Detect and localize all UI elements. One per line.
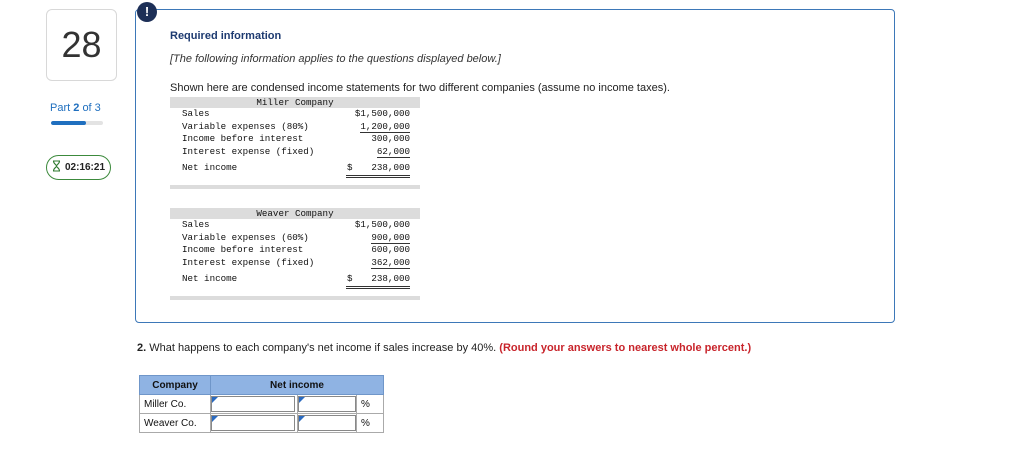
question-body: What happens to each company's net income if sales increase by 40%.	[149, 342, 497, 354]
statement-row: Income before interest 300,000	[182, 133, 410, 144]
rounding-instruction: (Round your answers to nearest whole percent.)	[499, 342, 752, 354]
company-cell: Miller Co.	[140, 395, 211, 414]
input-marker-icon	[299, 416, 305, 422]
statement-row: Income before interest 600,000	[182, 244, 410, 255]
question-number-label: 2.	[137, 342, 147, 354]
miller-income-statement	[170, 97, 420, 189]
part-of: of 3	[82, 102, 101, 114]
col-header-net-income: Net income	[211, 376, 384, 395]
company-cell: Weaver Co.	[140, 414, 211, 433]
statement-row: Variable expenses (80%) 1,200,000	[182, 120, 410, 132]
statement-row: Interest expense (fixed) 62,000	[182, 145, 410, 157]
timer[interactable]	[46, 155, 111, 180]
net-income-row: Net income $ 238,000	[182, 162, 410, 173]
weaver-change-input[interactable]	[211, 415, 295, 431]
miller-header: Miller Company	[170, 97, 420, 108]
required-info-subtitle: [The following information applies to the questions displayed below.]	[170, 53, 501, 65]
input-marker-icon	[299, 397, 305, 403]
statement-footer-bar	[170, 185, 420, 189]
timer-value: 02:16:21	[64, 162, 106, 173]
question-number: 28	[46, 9, 117, 81]
statement-row: Sales $1,500,000	[182, 219, 410, 230]
alert-icon: !	[137, 2, 157, 22]
input-marker-icon	[212, 397, 218, 403]
col-header-company: Company	[140, 376, 211, 395]
weaver-header: Weaver Company	[170, 208, 420, 219]
answer-table	[139, 375, 384, 433]
miller-change-input[interactable]	[211, 396, 295, 412]
part-current: 2	[73, 102, 80, 114]
statement-row: Interest expense (fixed) 362,000	[182, 256, 410, 268]
statement-footer-bar	[170, 296, 420, 300]
table-row	[140, 395, 384, 414]
double-underline	[346, 286, 410, 289]
miller-percent-input[interactable]	[298, 396, 356, 412]
question-text	[137, 342, 751, 354]
part-indicator	[50, 102, 101, 114]
part-prefix: Part	[50, 102, 71, 114]
part-progress-bar	[51, 121, 103, 125]
percent-unit: %	[357, 395, 384, 414]
double-underline	[346, 175, 410, 178]
hourglass-icon	[52, 160, 65, 175]
part-progress-fill	[51, 121, 86, 125]
percent-unit: %	[357, 414, 384, 433]
statement-row: Sales $1,500,000	[182, 108, 410, 119]
intro-text: Shown here are condensed income statements for two different companies (assume no income taxes).	[170, 82, 670, 94]
input-marker-icon	[212, 416, 218, 422]
required-info-title: Required information	[170, 30, 282, 42]
statement-row: Variable expenses (60%) 900,000	[182, 231, 410, 243]
weaver-percent-input[interactable]	[298, 415, 356, 431]
net-income-row: Net income $ 238,000	[182, 273, 410, 284]
table-row	[140, 414, 384, 433]
weaver-income-statement	[170, 208, 420, 300]
